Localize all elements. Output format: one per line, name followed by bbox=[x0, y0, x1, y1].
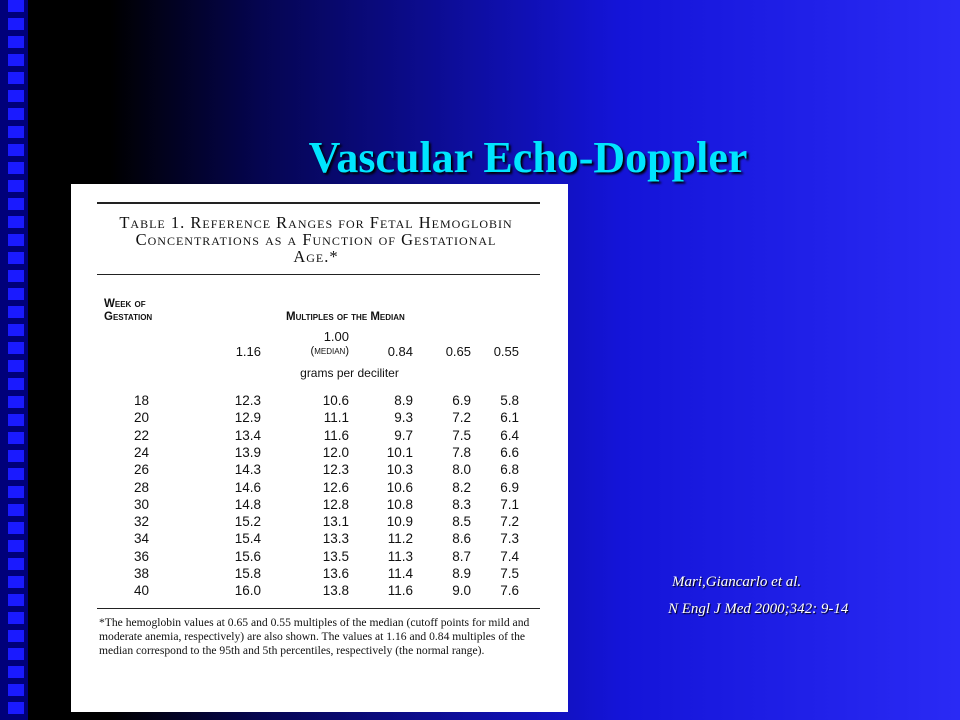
value-cell: 13.9 bbox=[234, 444, 261, 460]
slide-title: Vascular Echo-Doppler bbox=[308, 133, 748, 182]
value-cell: 10.6 bbox=[386, 479, 413, 495]
value-cell: 6.8 bbox=[500, 462, 519, 478]
value-cell: 11.6 bbox=[323, 427, 349, 443]
value-cell: 7.2 bbox=[452, 410, 471, 426]
table-row bbox=[71, 531, 568, 547]
value-cell: 11.1 bbox=[323, 410, 349, 426]
value-cell: 8.0 bbox=[452, 462, 471, 478]
value-cell: 10.9 bbox=[386, 514, 413, 530]
week-cell: 30 bbox=[133, 496, 149, 512]
value-cell: 8.3 bbox=[452, 496, 471, 512]
value-cell: 15.2 bbox=[234, 514, 261, 530]
value-cell: 7.5 bbox=[452, 427, 471, 443]
group-header: Multiples of the Median bbox=[286, 311, 405, 323]
table-row bbox=[71, 393, 568, 409]
value-cell: 11.2 bbox=[387, 531, 413, 547]
value-cell: 12.0 bbox=[322, 444, 349, 460]
column-header: 1.16 bbox=[235, 344, 261, 359]
value-cell: 10.3 bbox=[386, 462, 413, 478]
value-cell: 15.8 bbox=[234, 566, 261, 581]
citation-authors: Mari,Giancarlo et al. bbox=[672, 574, 802, 590]
week-cell: 26 bbox=[133, 462, 149, 478]
week-cell: 36 bbox=[133, 548, 149, 564]
value-cell: 6.9 bbox=[500, 479, 519, 495]
value-cell: 13.1 bbox=[322, 514, 349, 530]
table-row bbox=[71, 462, 568, 478]
value-cell: 11.3 bbox=[387, 548, 413, 564]
top-rule bbox=[97, 202, 540, 204]
table-row bbox=[71, 428, 568, 444]
value-cell: 10.8 bbox=[386, 496, 413, 512]
value-cell: 8.2 bbox=[452, 479, 471, 495]
week-cell: 20 bbox=[133, 410, 149, 426]
table-image bbox=[71, 184, 568, 712]
value-cell: 14.8 bbox=[234, 496, 261, 512]
row-header-line2: Gestation bbox=[104, 311, 153, 323]
value-cell: 10.1 bbox=[386, 444, 413, 460]
value-cell: 12.8 bbox=[322, 496, 349, 512]
table-row bbox=[71, 514, 568, 530]
value-cell: 8.7 bbox=[452, 548, 471, 564]
row-header-line1: Week of bbox=[104, 298, 146, 310]
value-cell: 12.9 bbox=[234, 410, 261, 426]
value-cell: 8.9 bbox=[394, 393, 413, 408]
column-header: 0.84 bbox=[387, 344, 413, 359]
row-header bbox=[104, 298, 152, 324]
value-cell: 15.6 bbox=[234, 548, 261, 564]
table-row bbox=[71, 480, 568, 496]
table-row bbox=[71, 549, 568, 565]
value-cell: 9.3 bbox=[394, 410, 413, 426]
value-cell: 7.4 bbox=[500, 548, 519, 564]
week-cell: 28 bbox=[133, 479, 149, 495]
value-cell: 16.0 bbox=[234, 583, 261, 599]
week-cell: 38 bbox=[133, 566, 149, 581]
value-cell: 9.7 bbox=[394, 427, 413, 443]
value-cell: 10.6 bbox=[322, 393, 349, 408]
column-header: 0.65 bbox=[445, 344, 471, 359]
value-cell: 11.6 bbox=[387, 583, 413, 599]
value-cell: 12.6 bbox=[322, 479, 349, 495]
median-label: (median) bbox=[310, 345, 349, 357]
citation-journal: N Engl J Med 2000;342: 9-14 bbox=[668, 601, 849, 617]
value-cell: 12.3 bbox=[234, 393, 261, 408]
value-cell: 13.8 bbox=[322, 583, 349, 599]
table-row bbox=[71, 583, 568, 599]
value-cell: 7.5 bbox=[500, 566, 519, 581]
week-cell: 18 bbox=[133, 393, 149, 408]
value-cell: 8.9 bbox=[452, 566, 471, 581]
table-row bbox=[71, 445, 568, 461]
table-row bbox=[71, 497, 568, 513]
value-cell: 6.4 bbox=[500, 427, 519, 443]
column-header: 0.55 bbox=[493, 344, 519, 359]
table-footnote: *The hemoglobin values at 0.65 and 0.55 multiples of the median (cutoff points for mild and moderate anemia, respectively) are also shown. The values at 1.16 and 0.84 multiples of the median correspond to the 95th and 5th percentiles, respectively (the normal range). bbox=[99, 616, 530, 657]
value-cell: 11.4 bbox=[387, 566, 413, 581]
week-cell: 24 bbox=[133, 444, 149, 460]
bottom-rule bbox=[97, 608, 540, 609]
value-cell: 15.4 bbox=[234, 531, 261, 547]
value-cell: 13.6 bbox=[322, 566, 349, 581]
table-caption: Table 1. Reference Ranges for Fetal Hemoglobin Concentrations as a Function of Gestational Age.* bbox=[119, 213, 513, 266]
units-label: grams per deciliter bbox=[300, 366, 399, 380]
week-cell: 22 bbox=[133, 427, 149, 443]
value-cell: 9.0 bbox=[452, 583, 471, 599]
value-cell: 12.3 bbox=[322, 462, 349, 478]
week-cell: 40 bbox=[133, 583, 149, 599]
week-cell: 32 bbox=[133, 514, 149, 530]
value-cell: 6.1 bbox=[500, 410, 519, 426]
value-cell: 5.8 bbox=[500, 393, 519, 408]
value-cell: 13.5 bbox=[322, 548, 349, 564]
value-cell: 7.3 bbox=[500, 531, 519, 547]
decorative-square-column bbox=[0, 0, 28, 720]
column-header: 1.00 bbox=[323, 329, 349, 344]
value-cell: 7.6 bbox=[500, 583, 519, 599]
value-cell: 6.9 bbox=[452, 393, 471, 408]
value-cell: 8.6 bbox=[452, 531, 471, 547]
value-cell: 13.4 bbox=[234, 427, 261, 443]
value-cell: 14.3 bbox=[234, 462, 261, 478]
value-cell: 7.1 bbox=[500, 496, 519, 512]
table-row bbox=[71, 410, 568, 426]
week-cell: 34 bbox=[133, 531, 149, 547]
value-cell: 8.5 bbox=[452, 514, 471, 530]
value-cell: 7.8 bbox=[452, 444, 471, 460]
value-cell: 13.3 bbox=[322, 531, 349, 547]
caption-rule bbox=[97, 274, 540, 275]
value-cell: 7.2 bbox=[500, 514, 519, 530]
value-cell: 14.6 bbox=[234, 479, 261, 495]
table-row bbox=[71, 566, 568, 582]
value-cell: 6.6 bbox=[500, 444, 519, 460]
